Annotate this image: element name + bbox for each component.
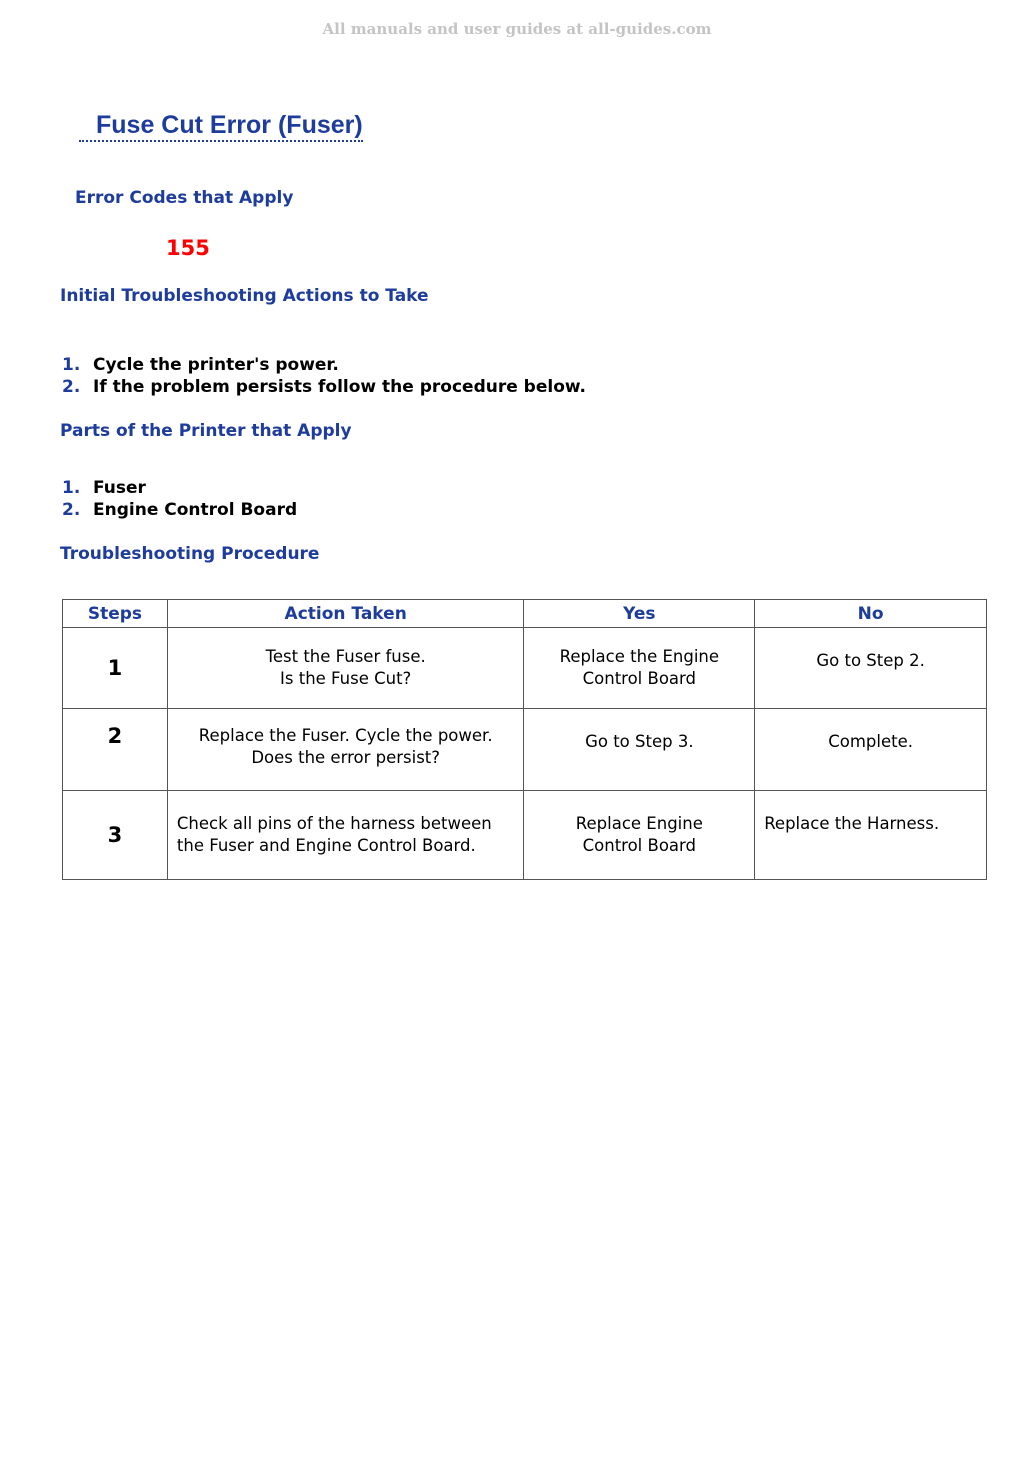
procedure-heading: Troubleshooting Procedure — [60, 544, 320, 564]
action-cell: Test the Fuser fuse. Is the Fuse Cut? — [167, 628, 524, 709]
no-cell: Complete. — [755, 709, 987, 791]
table-header-row — [63, 600, 987, 628]
step-number: 1 — [63, 628, 168, 709]
yes-cell: Replace Engine Control Board — [524, 791, 755, 880]
step-number: 3 — [63, 791, 168, 880]
list-item — [62, 499, 297, 521]
column-header-steps: Steps — [63, 600, 168, 628]
table-row — [63, 791, 987, 880]
column-header-yes: Yes — [524, 600, 755, 628]
action-cell: Replace the Fuser. Cycle the power. Does the error persist? — [167, 709, 524, 791]
list-text: Fuser — [93, 478, 146, 498]
initial-actions-list — [62, 354, 586, 398]
list-text: If the problem persists follow the procedure below. — [93, 377, 586, 397]
table-row — [63, 628, 987, 709]
list-number: 1. — [62, 478, 81, 498]
procedure-table — [62, 599, 987, 880]
table-row — [63, 709, 987, 791]
list-item — [62, 477, 297, 499]
watermark: All manuals and user guides at all-guides.com — [322, 20, 712, 38]
list-number: 2. — [62, 377, 81, 397]
list-item — [62, 354, 586, 376]
yes-cell: Go to Step 3. — [524, 709, 755, 791]
column-header-no: No — [755, 600, 987, 628]
action-cell: Check all pins of the harness between the Fuser and Engine Control Board. — [167, 791, 524, 880]
list-item — [62, 376, 586, 398]
parts-heading: Parts of the Printer that Apply — [60, 421, 352, 441]
list-number: 1. — [62, 355, 81, 375]
column-header-action: Action Taken — [167, 600, 524, 628]
list-text: Engine Control Board — [93, 500, 298, 520]
step-number: 2 — [63, 709, 168, 791]
no-cell: Replace the Harness. — [755, 791, 987, 880]
parts-list — [62, 477, 297, 521]
no-cell: Go to Step 2. — [755, 628, 987, 709]
initial-actions-heading: Initial Troubleshooting Actions to Take — [60, 286, 429, 306]
list-text: Cycle the printer's power. — [93, 355, 339, 375]
list-number: 2. — [62, 500, 81, 520]
error-codes-heading: Error Codes that Apply — [75, 188, 294, 208]
yes-cell: Replace the Engine Control Board — [524, 628, 755, 709]
page-title: Fuse Cut Error (Fuser) — [79, 110, 363, 142]
error-code: 155 — [166, 236, 210, 260]
